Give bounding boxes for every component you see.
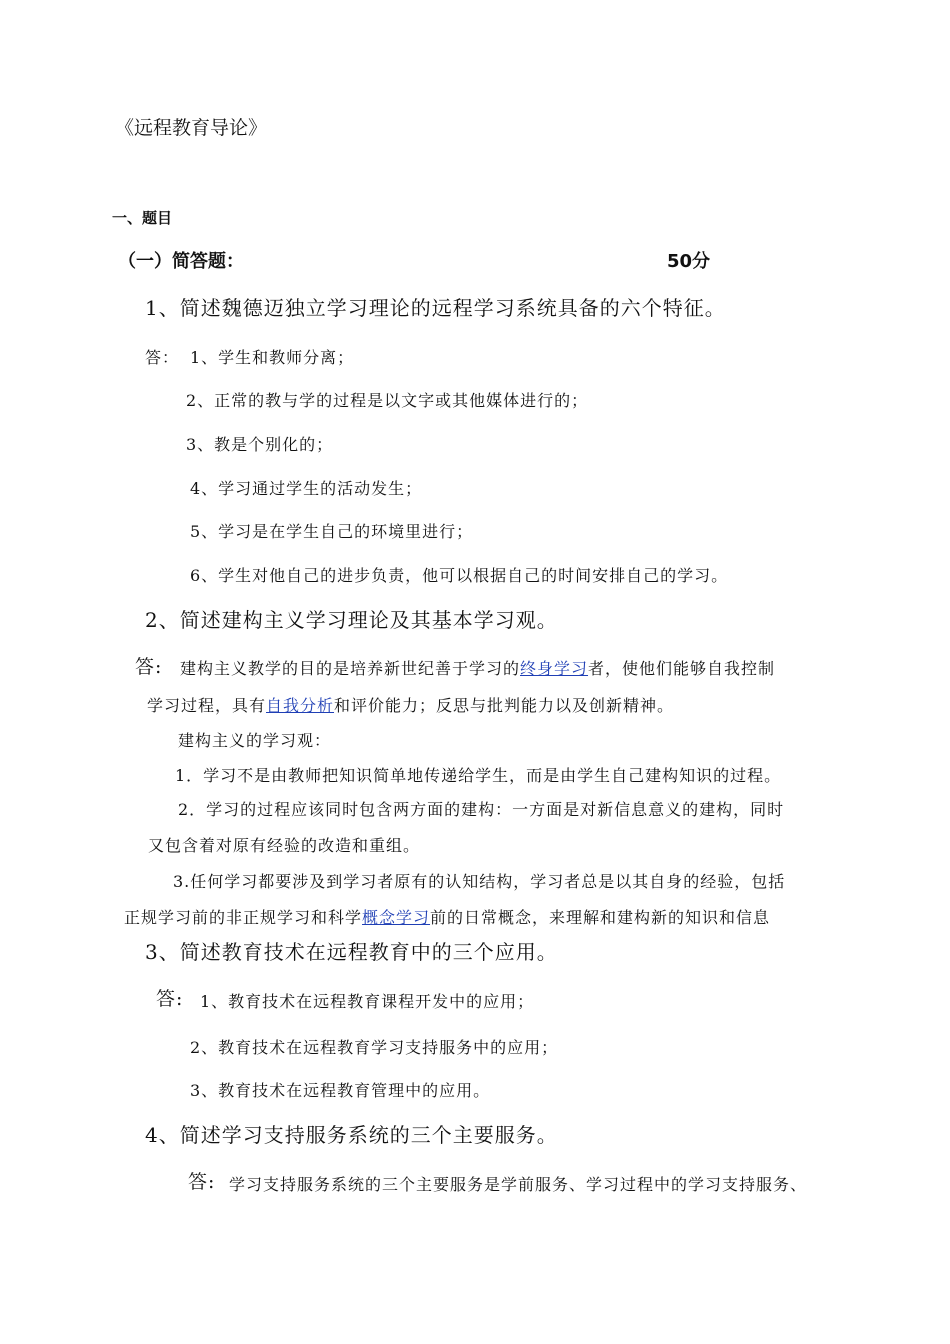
- learning-view-text: 正规学习前的非正规学习和科学: [124, 908, 363, 927]
- answer-4-text: 学习支持服务系统的三个主要服务是学前服务、学习过程中的学习支持服务、: [229, 1175, 808, 1194]
- answer-2-prefix: 答:: [135, 656, 163, 678]
- section-heading: 一、题目: [112, 209, 173, 227]
- answer-2-text: 学习过程，具有: [147, 696, 267, 715]
- answer-2-paragraph-line: [180, 659, 775, 679]
- link-self-analysis[interactable]: 自我分析: [266, 696, 335, 715]
- learning-view-text: 前的日常概念，来理解和建构新的知识和信息: [430, 908, 771, 927]
- answer-2-text: 和评价能力；反思与批判能力以及创新精神。: [334, 696, 675, 715]
- answer-1-item: 5、学习是在学生自己的环境里进行；: [190, 522, 474, 541]
- answer-3-item: 1、教育技术在远程教育课程开发中的应用；: [200, 992, 535, 1011]
- learning-view-item: 1．学习不是由教师把知识简单地传递给学生，而是由学生自己建构知识的过程。: [175, 766, 782, 785]
- answer-3-item: 2、教育技术在远程教育学习支持服务中的应用；: [190, 1038, 559, 1057]
- learning-view-title: 建构主义的学习观：: [178, 731, 332, 750]
- answer-1-item: 3、教是个别化的；: [186, 435, 334, 454]
- answer-1-item: 1、学生和教师分离；: [190, 348, 355, 367]
- answer-2-paragraph-line: [147, 696, 674, 716]
- answer-1-prefix: 答：: [145, 348, 180, 367]
- document-title: 《远程教育导论》: [115, 117, 268, 139]
- link-lifelong-learning[interactable]: 终身学习: [520, 659, 589, 678]
- answer-1-item: 6、学生对他自己的进步负责，他可以根据自己的时间安排自己的学习。: [190, 566, 729, 585]
- answer-1-item: 4、学习通过学生的活动发生；: [190, 479, 423, 498]
- answer-3-prefix: 答:: [156, 988, 184, 1010]
- question-2: 2、简述建构主义学习理论及其基本学习观。: [145, 608, 558, 632]
- answer-3-item: 3、教育技术在远程教育管理中的应用。: [190, 1081, 491, 1100]
- question-4: 4、简述学习支持服务系统的三个主要服务。: [145, 1123, 558, 1147]
- answer-1-item: 2、正常的教与学的过程是以文字或其他媒体进行的；: [186, 391, 589, 410]
- answer-2-text: 者，使他们能够自我控制: [588, 659, 776, 678]
- answer-4-prefix: 答:: [188, 1171, 216, 1193]
- learning-view-item: 2．学习的过程应该同时包含两方面的建构：一方面是对新信息意义的建构，同时: [178, 800, 785, 819]
- question-3: 3、简述教育技术在远程教育中的三个应用。: [145, 940, 558, 964]
- subsection-heading: （一）简答题：: [118, 251, 244, 272]
- learning-view-item: 又包含着对原有经验的改造和重组。: [148, 836, 421, 855]
- learning-view-item: 3.任何学习都要涉及到学习者原有的认知结构，学习者总是以其自身的经验，包括: [173, 872, 786, 891]
- subsection-score: 50分: [667, 251, 711, 272]
- link-concept-learning[interactable]: 概念学习: [362, 908, 431, 927]
- question-1: 1、简述魏德迈独立学习理论的远程学习系统具备的六个特征。: [145, 296, 726, 320]
- answer-2-text: 建构主义教学的目的是培养新世纪善于学习的: [180, 659, 521, 678]
- learning-view-item: [124, 908, 770, 928]
